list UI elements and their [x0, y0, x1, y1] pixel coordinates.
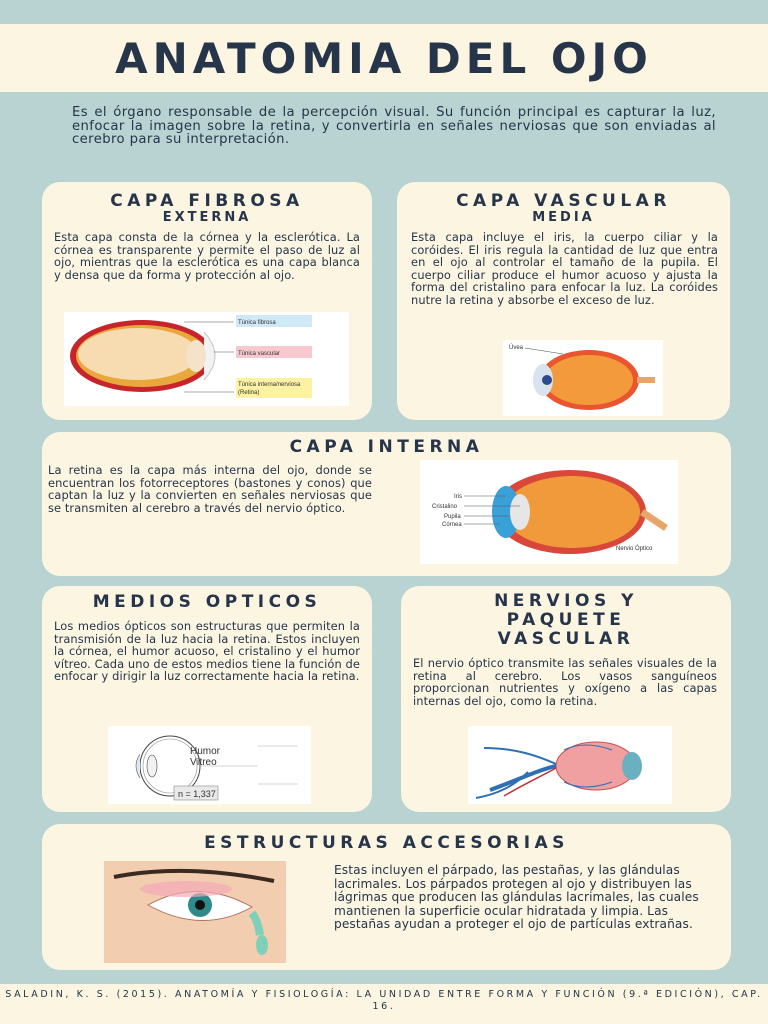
fig-label: n = 1,337	[178, 789, 216, 799]
uvea-figure	[503, 340, 663, 416]
card-heading: MEDIOS OPTICOS	[92, 592, 322, 612]
title-band	[0, 24, 768, 92]
card-heading: CAPA FIBROSA	[110, 191, 304, 211]
card-capa-fibrosa	[42, 182, 372, 420]
card-estructuras-accesorias	[42, 824, 731, 970]
card-heading: NERVIOS Y PAQUETE VASCULAR	[494, 591, 638, 649]
fig-label: Túnica vascular	[238, 351, 281, 357]
card-text: Estas incluyen el párpado, las pestañas, y las glándulas lacrimales. Los párpados protegen al ojo y distribuyen las lágrimas que producen las glándulas lacrimales, las cuales mantienen la superficie ocular hidratada y limpia. Las pestañas ayudan a proteger el ojo de partículas extrañas.	[334, 863, 699, 931]
card-nervios-paquete-vascular	[401, 586, 731, 812]
fig-label: Iris	[454, 494, 462, 500]
card-heading: ESTRUCTURAS ACCESORIAS	[204, 833, 569, 853]
eye-layers-figure	[64, 312, 349, 406]
fig-label: Túnica interna/nerviosa	[238, 382, 301, 388]
fig-label: Vítreo	[190, 757, 217, 768]
citation: SALADIN, K. S. (2015). ANATOMÍA Y FISIOLOGÍA: LA UNIDAD ENTRE FORMA Y FUNCIÓN (9.ª EDICIÓN), CAP. 16.	[0, 984, 768, 1024]
intro-paragraph: Es el órgano responsable de la percepción visual. Su función principal es capturar la luz, enfocar la imagen sobre la retina, y convertirla en señales nerviosas que son enviadas al cerebro para su interpretación.	[72, 105, 716, 147]
card-capa-vascular	[397, 182, 730, 420]
fig-label: Humor	[190, 746, 221, 757]
fig-label: Córnea	[442, 522, 462, 528]
fig-label: Cristalino	[432, 504, 458, 510]
card-subheading: MEDIA	[532, 210, 595, 225]
card-text: El nervio óptico transmite las señales visuales de la retina al cerebro. Los vasos sanguíneos proporcionan nutrientes y oxígeno a las capas internas del ojo, como la retina.	[413, 656, 717, 708]
card-text: Los medios ópticos son estructuras que permiten la transmisión de la luz hacia la retina. Estos incluyen la córnea, el humor acuoso, el cristalino y el humor vítreo. Cada uno de estos medios tiene la función de enfocar y dirigir la luz correctamente hacia la retina.	[54, 619, 360, 684]
fig-label: Túnica fibrosa	[238, 320, 276, 326]
card-text: La retina es la capa más interna del ojo, donde se encuentran los fotorreceptores (bastones y conos) que captan la luz y la convierten en señales nerviosas que se transmiten al cerebro a través del nervio óptico.	[48, 463, 372, 515]
card-text: Esta capa incluye el iris, la cuerpo ciliar y la coróides. El iris regula la cantidad de luz que entra en el ojo al controlar el tamaño de la pupila. El cuerpo ciliar produce el humor acuoso y ajusta la forma del cristalino para enfocar la luz. La coróides nutre la retina y absorbe el exceso de luz.	[411, 230, 718, 307]
fig-label: Nervio Óptico	[616, 546, 653, 552]
card-subheading: EXTERNA	[162, 210, 252, 225]
fig-label: (Retina)	[238, 390, 260, 396]
fig-label: Pupila	[444, 514, 461, 520]
card-capa-interna	[42, 432, 731, 576]
vessels-figure	[468, 726, 672, 804]
page-title: ANATOMIA DEL OJO	[115, 33, 653, 83]
card-medios-opticos	[42, 586, 372, 812]
card-text: Esta capa consta de la córnea y la esclerótica. La córnea es transparente y permite el paso de luz al ojo, mientras que la esclerótica es una capa blanca y densa que da forma y protección al ojo.	[54, 230, 360, 282]
retina-figure	[420, 460, 678, 564]
card-heading: CAPA INTERNA	[289, 437, 484, 457]
card-heading: CAPA VASCULAR	[456, 191, 671, 211]
fig-label: Úvea	[509, 345, 524, 351]
optical-media-figure	[108, 726, 311, 804]
lacrimal-figure	[104, 861, 286, 963]
